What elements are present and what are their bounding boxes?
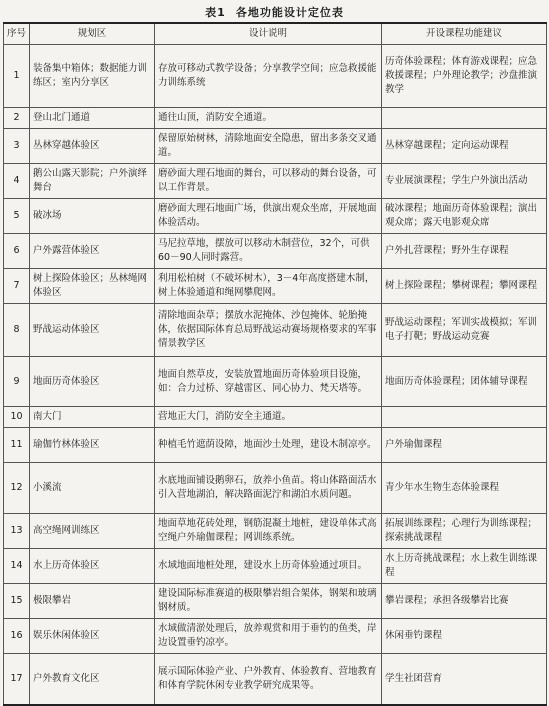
cell-design: 清除地面杂草；摆放水泥掩体、沙包掩体、轮胎掩体，依据国际体育总局野战运动赛场规格要求的军事情景教学区 (155, 304, 382, 357)
cell-design: 保留原始树林，清除地面安全隐患，留出多条交叉通道。 (155, 129, 382, 164)
cell-design: 通往山顶，消防安全通道。 (155, 108, 382, 129)
table-row (4, 45, 547, 108)
table-row (4, 269, 547, 304)
cell-area: 丛林穿越体验区 (30, 129, 155, 164)
cell-course: 丛林穿越课程；定向运动课程 (382, 129, 547, 164)
cell-design: 地面草地花砖处理，钢筋混凝土地桩，建设单体式高空绳户外瑜伽课程；网训练系统。 (155, 514, 382, 549)
cell-course: 拓展训练课程；心理行为训练课程；探索挑战课程 (382, 514, 547, 549)
cell-index: 14 (4, 549, 30, 584)
cell-course: 休闲垂钓课程 (382, 619, 547, 654)
cell-design: 利用松柏树（不破坏树木），3－4年高度搭建木制，树上体验通道和绳网攀爬网。 (155, 269, 382, 304)
cell-design: 磨砂面大理石地面广场，供演出观众坐席，开展地面体验活动。 (155, 199, 382, 234)
cell-design: 展示国际体验产业、户外教育、体验教育、营地教育和体育学院休闲专业教学研究成果等。 (155, 654, 382, 706)
cell-course (382, 407, 547, 428)
header-design: 设计说明 (155, 23, 382, 45)
cell-course: 历奇体验课程；体育游戏课程；应急救援课程；户外理论教学；沙盘推演教学 (382, 45, 547, 108)
cell-index: 3 (4, 129, 30, 164)
cell-index: 12 (4, 463, 30, 514)
cell-index: 17 (4, 654, 30, 706)
cell-area: 极限攀岩 (30, 584, 155, 619)
cell-design: 地面自然草皮，安装放置地面历奇体验项目设施，如：合力过桥、穿越雷区、同心协力、梵天塔等。 (155, 357, 382, 407)
cell-index: 10 (4, 407, 30, 428)
table-row (4, 304, 547, 357)
table-row (4, 549, 547, 584)
cell-area: 鹅公山露天影院；户外演绎舞台 (30, 164, 155, 199)
cell-course: 野战运动课程；军训实战模拟；军训电子打靶；野战运动竞赛 (382, 304, 547, 357)
cell-design: 存放可移动式教学设备；分享教学空间；应急救援能力训练系统 (155, 45, 382, 108)
cell-design: 建设国际标准赛道的极限攀岩组合架体，钢架和玻璃钢材质。 (155, 584, 382, 619)
header-index: 序号 (4, 23, 30, 45)
cell-area: 树上探险体验区；丛林绳网体验区 (30, 269, 155, 304)
cell-index: 6 (4, 234, 30, 269)
cell-course: 地面历奇体验课程；团体辅导课程 (382, 357, 547, 407)
table-row (4, 234, 547, 269)
cell-design: 水底地面铺设鹅卵石，放养小鱼苗。将山体路面活水引入营地湖泊，解决路面泥泞和湖泊水质问题。 (155, 463, 382, 514)
table-row (4, 108, 547, 129)
cell-design: 水域地面地桩处理，建设水上历奇体验通过项目。 (155, 549, 382, 584)
table-row (4, 357, 547, 407)
cell-design: 营地正大门，消防安全主通道。 (155, 407, 382, 428)
table-header-row (4, 23, 547, 45)
cell-course: 青少年水生物生态体验课程 (382, 463, 547, 514)
table-row (4, 407, 547, 428)
cell-area: 户外教育文化区 (30, 654, 155, 706)
cell-course: 学生社团营育 (382, 654, 547, 706)
cell-design: 种植毛竹遮荫设障，地面沙土处理，建设木制凉亭。 (155, 428, 382, 463)
cell-index: 11 (4, 428, 30, 463)
cell-area: 小溪流 (30, 463, 155, 514)
table-row (4, 584, 547, 619)
table-row (4, 164, 547, 199)
table-caption (0, 4, 549, 20)
cell-area: 野战运动体验区 (30, 304, 155, 357)
cell-course: 户外瑜伽课程 (382, 428, 547, 463)
header-course: 开设课程功能建议 (382, 23, 547, 45)
table-row (4, 199, 547, 234)
table-row (4, 514, 547, 549)
cell-area: 娱乐休闲体验区 (30, 619, 155, 654)
cell-area: 地面历奇体验区 (30, 357, 155, 407)
cell-course (382, 108, 547, 129)
table-row (4, 428, 547, 463)
cell-area: 南大门 (30, 407, 155, 428)
table-row (4, 619, 547, 654)
cell-index: 5 (4, 199, 30, 234)
cell-design: 水域做清淤处理后，放养观赏和用于垂钓的鱼类，岸边设置垂钓凉亭。 (155, 619, 382, 654)
cell-area: 高空绳网训练区 (30, 514, 155, 549)
cell-index: 16 (4, 619, 30, 654)
table-row (4, 463, 547, 514)
header-area: 规划区 (30, 23, 155, 45)
cell-course: 攀岩课程；承担各级攀岩比赛 (382, 584, 547, 619)
table-title: 各地功能设计定位表 (235, 6, 344, 19)
table-row (4, 654, 547, 706)
cell-course: 树上探险课程；攀树课程；攀网课程 (382, 269, 547, 304)
cell-area: 装备集中箱体；数据能力训练区；室内分享区 (30, 45, 155, 108)
cell-index: 2 (4, 108, 30, 129)
cell-index: 15 (4, 584, 30, 619)
cell-design: 马尼拉草地，摆放可以移动木制营位，32个，可供60－90人同时露营。 (155, 234, 382, 269)
table-row (4, 129, 547, 164)
cell-design: 磨砂面大理石地面的舞台，可以移动的舞台设备，可以工作背景。 (155, 164, 382, 199)
table-number: 表1 (205, 6, 226, 19)
cell-index: 7 (4, 269, 30, 304)
cell-index: 4 (4, 164, 30, 199)
cell-area: 登山北门通道 (30, 108, 155, 129)
cell-course: 专业展演课程；学生户外演出活动 (382, 164, 547, 199)
cell-course: 水上历奇挑战课程；水上救生训练课程 (382, 549, 547, 584)
cell-area: 破冰场 (30, 199, 155, 234)
cell-index: 8 (4, 304, 30, 357)
function-design-table (3, 22, 547, 706)
cell-area: 水上历奇体验区 (30, 549, 155, 584)
cell-course: 破冰课程；地面历奇体验课程；演出观众席；露天电影观众席 (382, 199, 547, 234)
cell-course: 户外扎营课程；野外生存课程 (382, 234, 547, 269)
cell-index: 9 (4, 357, 30, 407)
cell-index: 13 (4, 514, 30, 549)
cell-area: 户外露营体验区 (30, 234, 155, 269)
cell-area: 瑜伽竹林体验区 (30, 428, 155, 463)
cell-index: 1 (4, 45, 30, 108)
